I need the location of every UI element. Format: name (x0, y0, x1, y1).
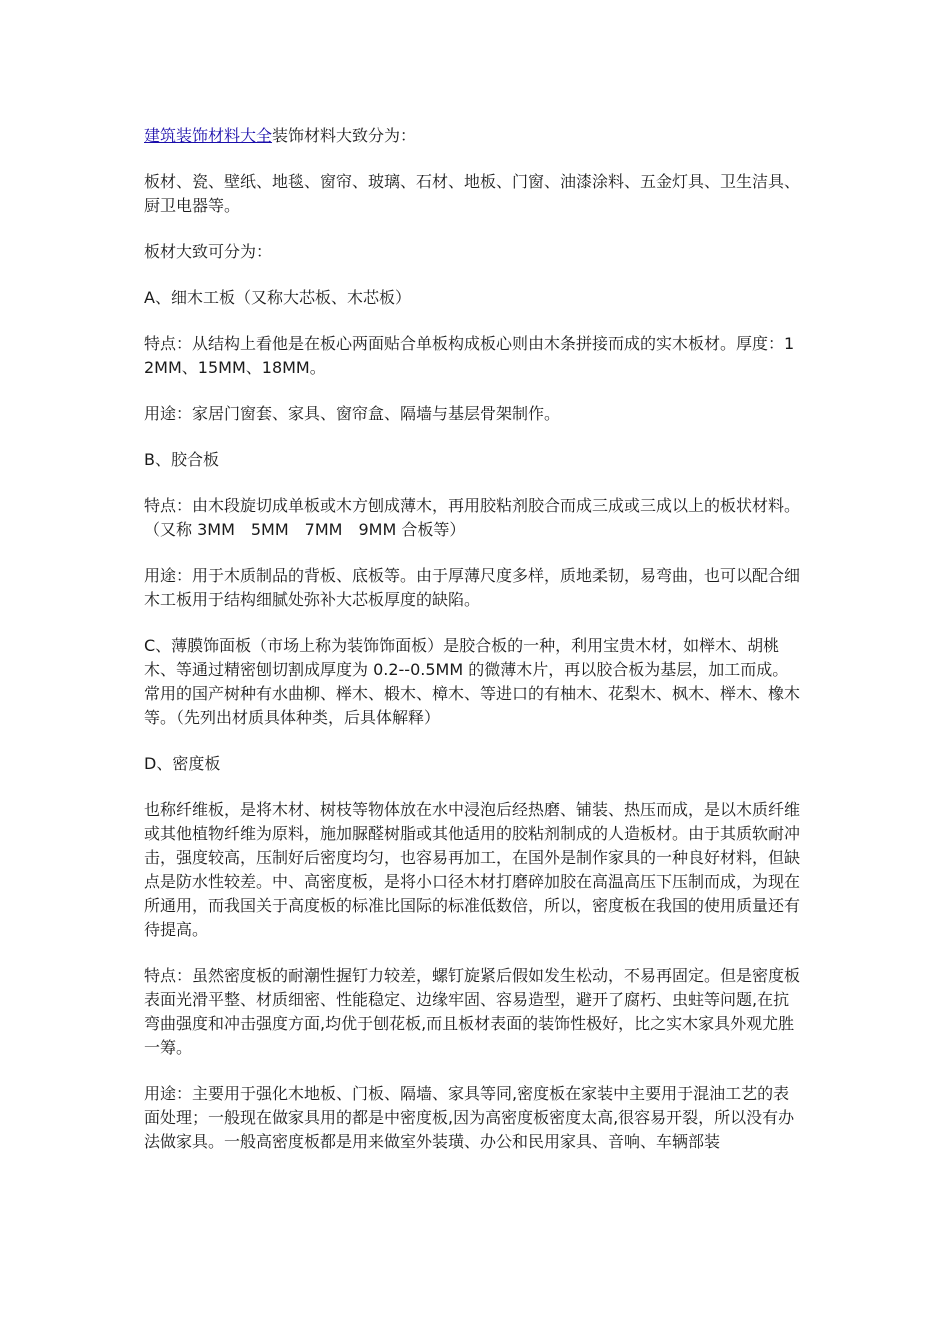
paragraph-veneer-board: C、薄膜饰面板（市场上称为装饰饰面板）是胶合板的一种，利用宝贵木材，如榉木、胡桃木、等通过精密刨切割成厚度为 0.2--0.5MM 的微薄木片，再以胶合板为基层，加工而成。常用的国产树种有水曲柳、榉木、椴木、樟木、等进口的有柚木、花梨木、枫木、榉木、橡木等。（先列出材质具体种类，后具体解释） (144, 636, 801, 727)
paragraph-plywood-features: 特点：由木段旋切成单板或木方刨成薄木，再用胶粘剂胶合而成三成或三成以上的板状材料。（又称 3MM 5MM 7MM 9MM 合板等） (144, 496, 801, 539)
paragraph-mdf-description: 也称纤维板，是将木材、树枝等物体放在水中浸泡后经热磨、铺装、热压而成，是以木质纤维或其他植物纤维为原料，施加脲醛树脂或其他适用的胶粘剂制成的人造板材。由于其质软耐冲击，强度较高，压制好后密度均匀，也容易再加工，在国外是制作家具的一种良好材料，但缺点是防水性较差。中、高密度板，是将小口径木材打磨碎加胶在高温高压下压制而成，为现在所通用，而我国关于高度板的标准比国际的标准低数倍，所以，密度板在我国的使用质量还有待提高。 (144, 800, 801, 939)
heading-blockboard: A、细木工板（又称大芯板、木芯板） (144, 288, 411, 307)
paragraph-blockboard-features: 特点：从结构上看他是在板心两面贴合单板构成板心则由木条拼接而成的实木板材。厚度：12MM、15MM、18MM。 (144, 334, 795, 377)
paragraph-blockboard-uses: 用途：家居门窗套、家具、窗帘盒、隔墙与基层骨架制作。 (144, 404, 561, 423)
heading-plywood: B、胶合板 (144, 450, 219, 469)
document-body (144, 124, 804, 1176)
paragraph-material-list: 板材、瓷、壁纸、地毯、窗帘、玻璃、石材、地板、门窗、油漆涂料、五金灯具、卫生洁具、厨卫电器等。 (144, 172, 801, 215)
intro-paragraph (144, 124, 804, 148)
paragraph-plywood-uses: 用途：用于木质制品的背板、底板等。由于厚薄尺度多样，质地柔韧，易弯曲，也可以配合细木工板用于结构细腻处弥补大芯板厚度的缺陷。 (144, 566, 801, 609)
materials-link[interactable]: 建筑装饰材料大全 (144, 126, 273, 145)
paragraph-mdf-features: 特点：虽然密度板的耐潮性握钉力较差，螺钉旋紧后假如发生松动，不易再固定。但是密度板表面光滑平整、材质细密、性能稳定、边缘牢固、容易造型，避开了腐朽、虫蛀等问题,在抗弯曲强度和冲击强度方面,均优于刨花板,而且板材表面的装饰性极好，比之实木家具外观尤胜一筹。 (144, 966, 801, 1057)
heading-mdf: D、密度板 (144, 754, 221, 773)
paragraph-mdf-uses: 用途：主要用于强化木地板、门板、隔墙、家具等同,密度板在家装中主要用于混油工艺的表面处理；一般现在做家具用的都是中密度板,因为高密度板密度太高,很容易开裂，所以没有办法做家具。一般高密度板都是用来做室外装璜、办公和民用家具、音响、车辆部装 (144, 1084, 795, 1151)
paragraph-board-categories: 板材大致可分为： (144, 242, 273, 261)
intro-text: 装饰材料大致分为： (272, 126, 417, 145)
